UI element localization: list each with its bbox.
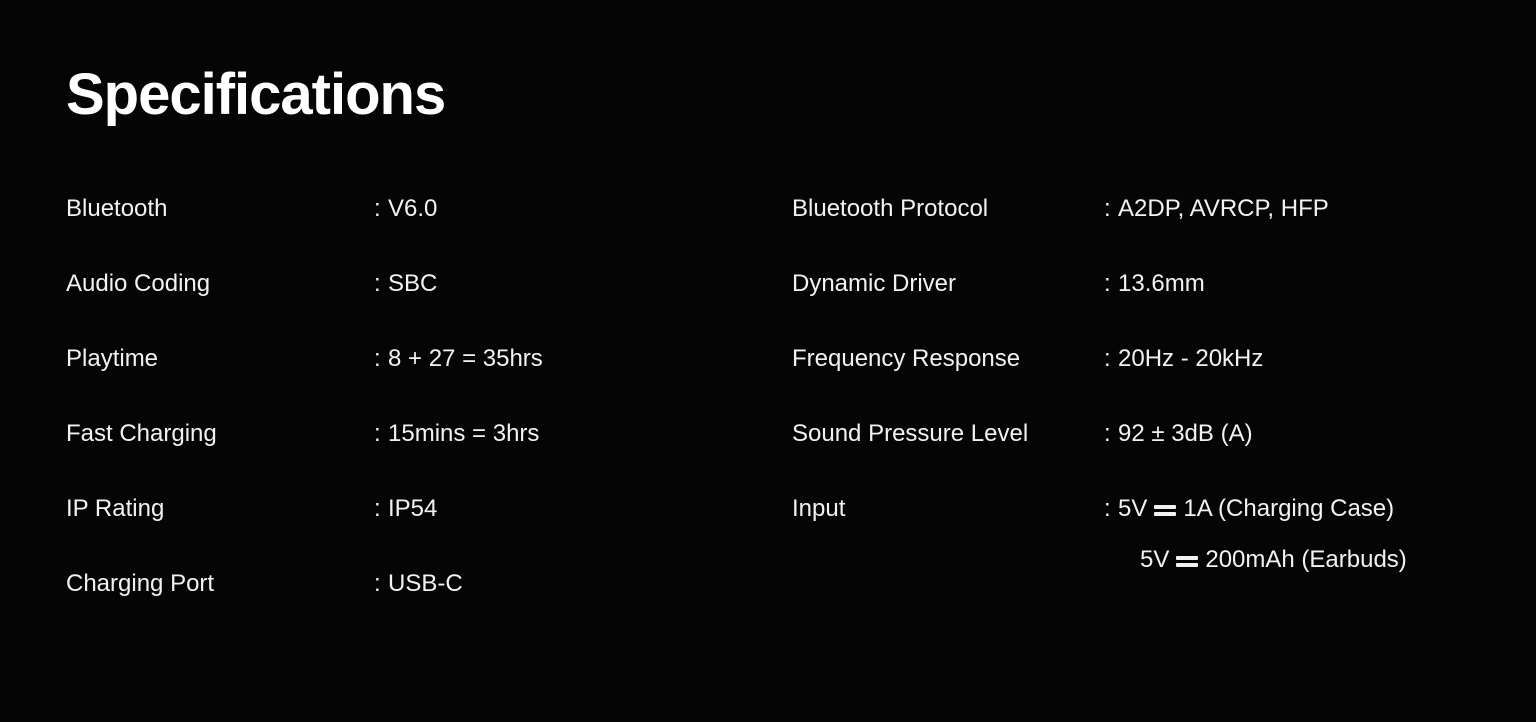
spec-value-suffix-2: 200mAh (Earbuds) xyxy=(1205,546,1407,574)
separator-colon: : xyxy=(374,345,381,372)
separator-colon: : xyxy=(1104,270,1111,297)
spec-label: Input xyxy=(792,495,846,522)
spec-value-text: 92 ± 3dB (A) xyxy=(1118,420,1253,447)
spec-label: Playtime xyxy=(66,345,159,372)
separator-colon: : xyxy=(1104,495,1111,522)
separator-colon: : xyxy=(374,195,381,222)
spec-value-text: SBC xyxy=(388,270,438,297)
spec-row xyxy=(66,421,792,496)
spec-value-text: IP54 xyxy=(388,495,438,522)
spec-value xyxy=(1104,496,1407,572)
spec-value xyxy=(1104,421,1253,446)
spec-row xyxy=(66,271,792,346)
input-value-lines xyxy=(1118,496,1407,572)
spec-value-text: V6.0 xyxy=(388,195,438,222)
spec-label: Audio Coding xyxy=(66,270,211,297)
spec-row xyxy=(66,496,792,571)
separator-colon: : xyxy=(374,495,381,522)
spec-value xyxy=(374,271,437,296)
spec-value xyxy=(374,496,437,521)
spec-value-text: 13.6mm xyxy=(1118,270,1205,297)
spec-value-suffix: 1A (Charging Case) xyxy=(1183,495,1395,522)
spec-label: Frequency Response xyxy=(792,345,1021,372)
spec-value xyxy=(1104,196,1329,221)
spec-label: Bluetooth xyxy=(66,195,168,222)
spec-value xyxy=(1104,271,1205,296)
dc-power-icon xyxy=(1154,502,1176,516)
spec-label: Dynamic Driver xyxy=(792,270,957,297)
spec-value xyxy=(374,571,463,596)
page-title: Specifications xyxy=(66,62,446,127)
spec-row xyxy=(66,346,792,421)
separator-colon: : xyxy=(374,570,381,597)
spec-value-text: 20Hz - 20kHz xyxy=(1118,345,1264,372)
spec-label: Sound Pressure Level xyxy=(792,420,1029,447)
spec-value xyxy=(374,421,539,446)
spec-value-text: 8 + 27 = 35hrs xyxy=(388,345,543,372)
spec-column-left xyxy=(66,196,792,646)
spec-value-prefix-2: 5V xyxy=(1140,546,1170,574)
spec-value-text: A2DP, AVRCP, HFP xyxy=(1118,195,1329,222)
separator-colon: : xyxy=(1104,420,1111,447)
spec-value xyxy=(374,196,437,221)
spec-value-text: USB-C xyxy=(388,570,463,597)
specifications-grid xyxy=(66,196,1486,646)
spec-row-input xyxy=(792,495,1486,574)
input-value-second-line xyxy=(1118,547,1407,572)
spec-row xyxy=(792,346,1486,421)
separator-colon: : xyxy=(1104,345,1111,372)
separator-colon: : xyxy=(374,420,381,447)
spec-value-prefix: 5V xyxy=(1118,495,1148,522)
spec-value-text: 15mins = 3hrs xyxy=(388,420,540,447)
spec-row xyxy=(792,421,1486,496)
spec-label: IP Rating xyxy=(66,495,165,522)
dc-power-icon xyxy=(1176,553,1198,567)
separator-colon: : xyxy=(1104,195,1111,222)
spec-label: Bluetooth Protocol xyxy=(792,195,989,222)
spec-row xyxy=(66,196,792,271)
spec-value xyxy=(1104,346,1263,371)
spec-column-right xyxy=(792,196,1486,646)
spec-row xyxy=(792,196,1486,271)
spec-label: Fast Charging xyxy=(66,420,217,447)
spec-row xyxy=(792,271,1486,346)
spec-row xyxy=(66,571,792,646)
separator-colon: : xyxy=(374,270,381,297)
spec-label: Charging Port xyxy=(66,570,215,597)
spec-value xyxy=(374,346,543,371)
